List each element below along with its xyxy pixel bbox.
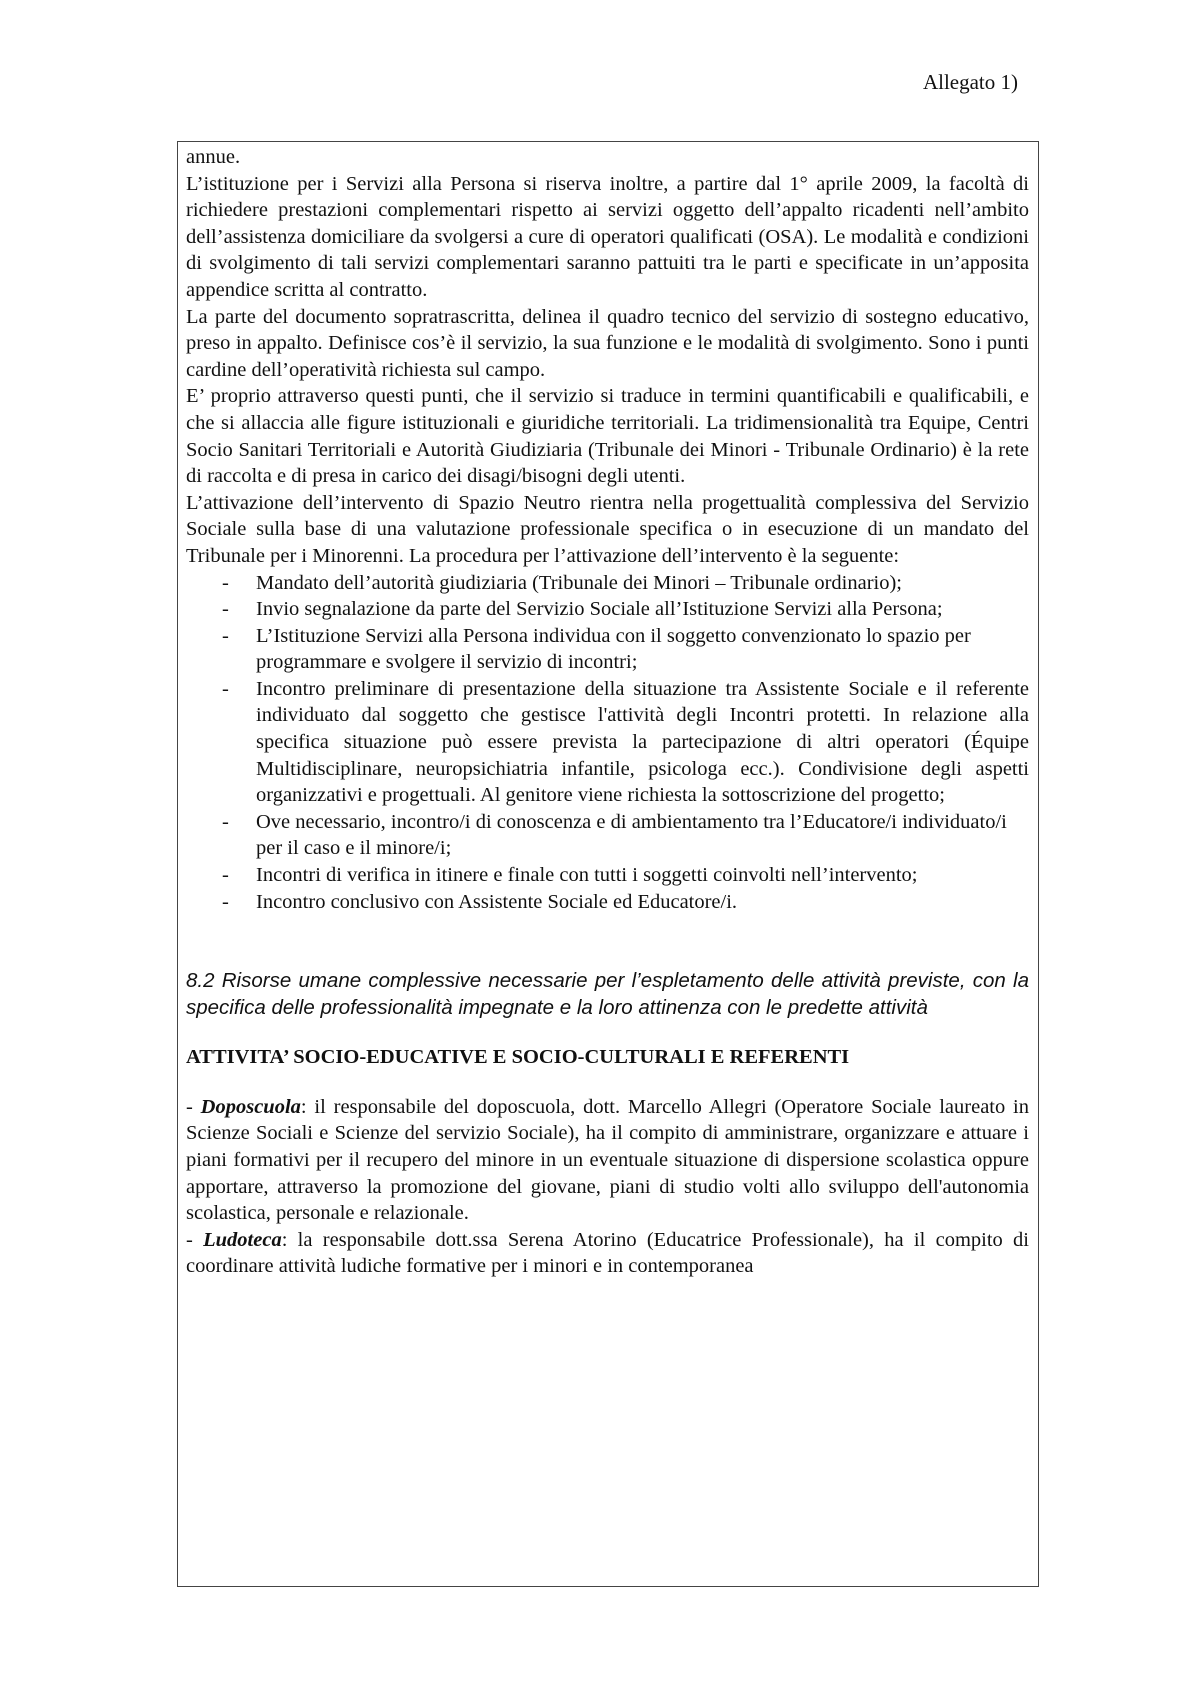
- list-item-text: Mandato dell’autorità giudiziaria (Tribunale dei Minori – Tribunale ordinario);: [256, 571, 903, 594]
- list-bullet: -: [222, 864, 229, 887]
- list-item-text: Incontro preliminare di presentazione della situazione tra Assistente Sociale e il referente individuato dal soggetto che gestisce l'attività degli Incontri protetti. In relazione alla specifica situazione può essere prevista la partecipazione di altri operatori (Équipe Multidisciplinare, neuropsichiatria infantile, psicologa ecc.). Condivisione degli aspetti organizzativi e progettuali. Al genitore viene richiesta la sottoscrizione del progetto;: [256, 677, 1029, 807]
- entry-term: Ludoteca: [203, 1228, 282, 1251]
- list-item-text: Incontri di verifica in itinere e finale con tutti i soggetti coinvolti nell’intervento;: [256, 864, 918, 887]
- paragraph: E’ proprio attraverso questi punti, che il servizio si traduce in termini quantificabili e qualificabili, e che si allaccia alle figure istituzionali e giuridiche territoriali. La tridimensionalità tra Equipe, Centri Socio Sanitari Territoriali e Autorità Giudiziaria (Tribunale dei Minori - Tribunale Ordinario) è la rete di raccolta e di presa in carico dei disagi/bisogni degli utenti.: [186, 385, 1029, 488]
- list-item: [186, 862, 1029, 889]
- paragraph: L’attivazione dell’intervento di Spazio Neutro rientra nella progettualità complessiva del Servizio Sociale sulla base di una valutazione professionale specifica o in esecuzione di un mandato del Tribunale per i Minorenni. La procedura per l’attivazione dell’intervento è la seguente:: [186, 491, 1029, 567]
- list-bullet: -: [222, 677, 229, 700]
- list-bullet: -: [222, 571, 229, 594]
- list-item: [186, 570, 1029, 597]
- entry-doposcuola: [186, 1094, 1029, 1227]
- list-item: [186, 623, 1029, 676]
- list-item-text: Incontro conclusivo con Assistente Sociale ed Educatore/i.: [256, 890, 738, 913]
- entry-text: : la responsabile dott.ssa Serena Atorino (Educatrice Professionale), ha il compito di coordinare attività ludiche formative per i minori e in contemporanea: [186, 1228, 1030, 1278]
- paragraph: La parte del documento sopratrascritta, delinea il quadro tecnico del servizio di sostegno educativo, preso in appalto. Definisce cos’è il servizio, la sua funzione e le modalità di svolgimento. Sono i punti cardine dell’operatività richiesta sul campo.: [186, 305, 1029, 381]
- procedure-list: [186, 570, 1029, 916]
- list-bullet: -: [222, 890, 229, 913]
- entry-term: Doposcuola: [200, 1095, 301, 1118]
- list-bullet: -: [222, 598, 229, 621]
- entry-ludoteca: [186, 1227, 1029, 1280]
- content-frame: [177, 141, 1039, 1587]
- list-item: [186, 809, 1029, 862]
- paragraph: L’istituzione per i Servizi alla Persona si riserva inoltre, a partire dal 1° aprile 2009, la facoltà di richiedere prestazioni complementari rispetto ai servizi oggetto dell’appalto ricadenti nell’ambito dell’assistenza domiciliare da svolgersi a cure di operatori qualificati (OSA). Le modalità e condizioni di svolgimento di tali servizi complementari saranno pattuiti tra le parti e specificate in un’apposita appendice scritta al contratto.: [186, 172, 1029, 301]
- list-bullet: -: [222, 624, 229, 647]
- section-title: 8.2 Risorse umane complessive necessarie per l’espletamento delle attività previste, con la specifica delle professionalità impegnate e la loro attinenza con le predette attività: [186, 969, 1029, 1019]
- entry-prefix: -: [186, 1095, 201, 1118]
- list-item: [186, 596, 1029, 623]
- list-bullet: -: [222, 810, 229, 833]
- list-item-text: Invio segnalazione da parte del Servizio Sociale all’Istituzione Servizi alla Persona;: [256, 598, 943, 621]
- list-item-text: L’Istituzione Servizi alla Persona individua con il soggetto convenzionato lo spazio per programmare e svolgere il servizio di incontri;: [256, 624, 971, 674]
- paragraph: annue.: [186, 146, 241, 168]
- entry-text: : il responsabile del doposcuola, dott. Marcello Allegri (Operatore Sociale laureato in Scienze Sociali e Scienze del servizio Sociale), ha il compito di amministrare, organizzare e attuare i piani formativi per il recupero del minore in un eventuale situazione di dispersione scolastica oppure apportare, attraverso la promozione del giovane, piani di studio volti allo sviluppo dell'autonomia scolastica, personale e relazionale.: [186, 1095, 1030, 1225]
- entry-prefix: -: [186, 1228, 204, 1251]
- list-item: [186, 676, 1029, 809]
- list-item-text: Ove necessario, incontro/i di conoscenza e di ambientamento tra l’Educatore/i individuato/i per il caso e il minore/i;: [256, 810, 1007, 860]
- list-item: [186, 889, 1029, 916]
- attachment-label: Allegato 1): [922, 70, 1018, 94]
- section-heading: ATTIVITA’ SOCIO-EDUCATIVE E SOCIO-CULTURALI E REFERENTI: [186, 1046, 850, 1069]
